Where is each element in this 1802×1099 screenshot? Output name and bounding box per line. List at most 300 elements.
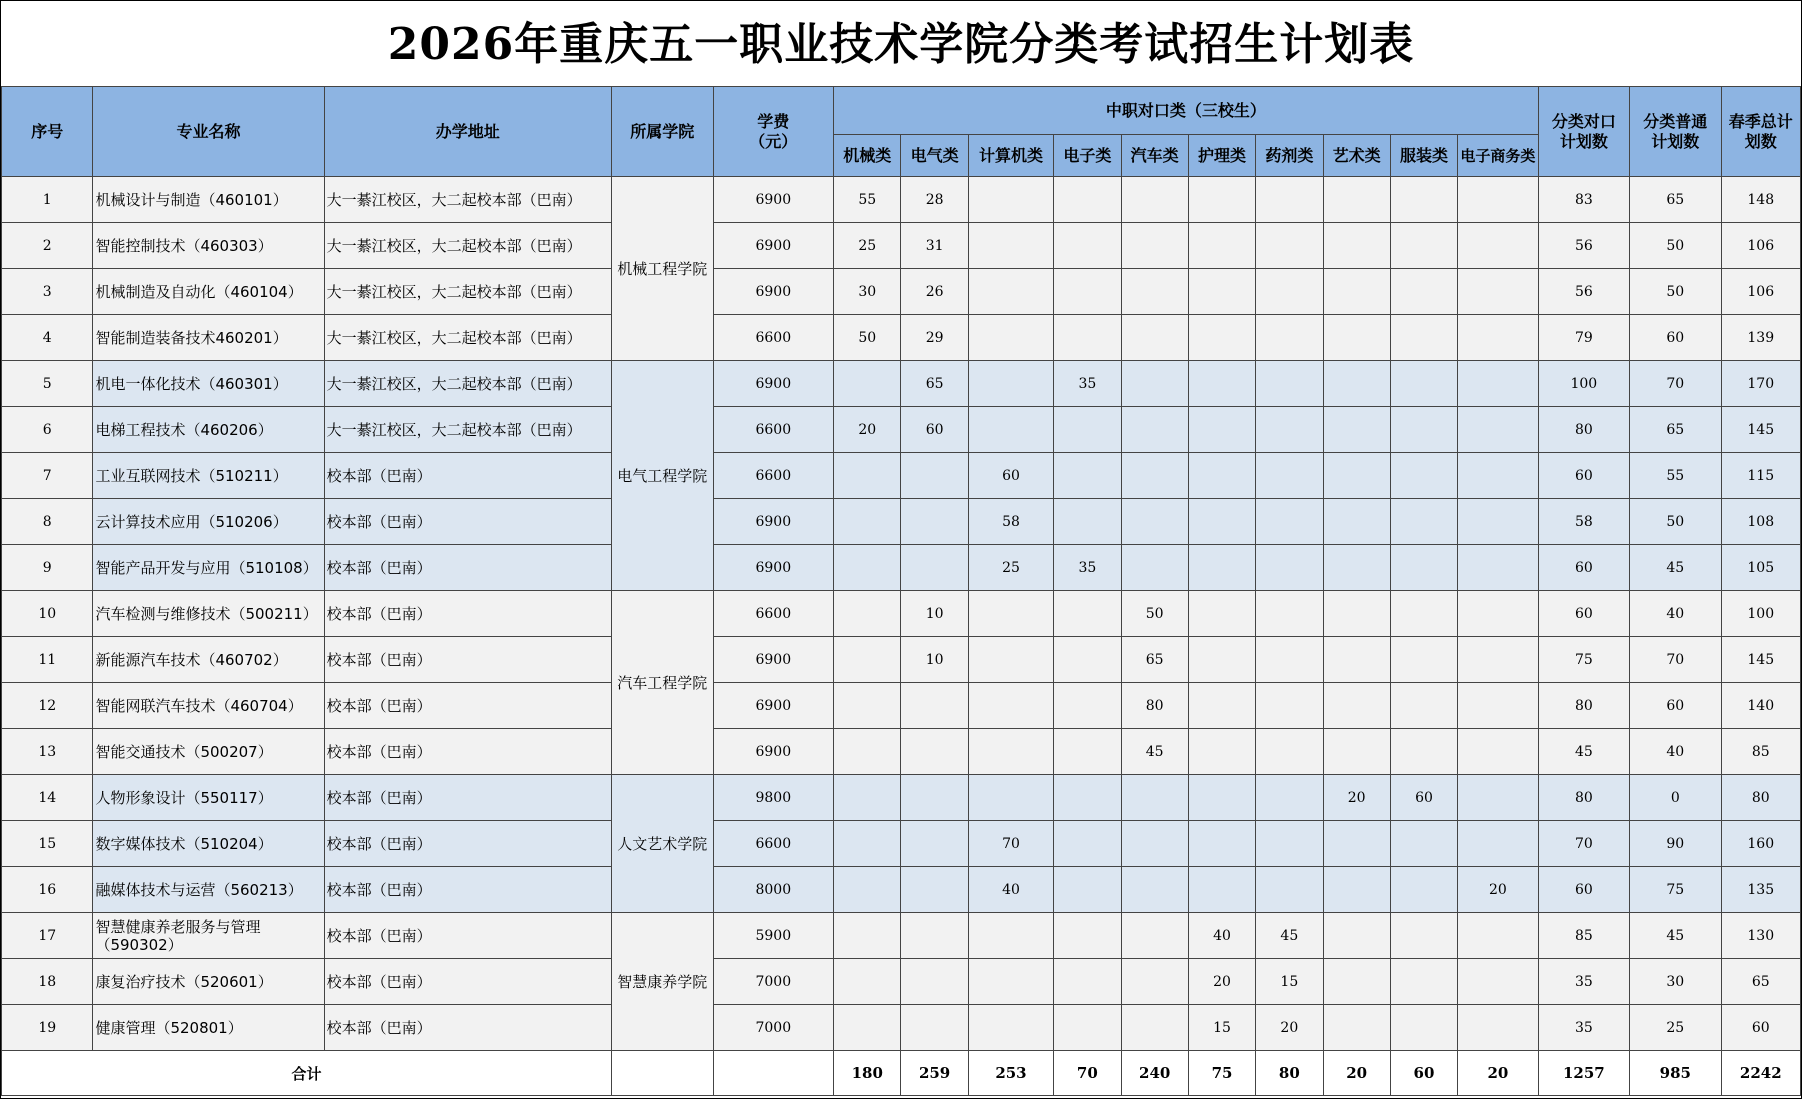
row-duikou-cell: 79 [1538,315,1629,361]
row-sub-count-cell [834,1005,901,1051]
row-fee-cell: 6600 [713,453,834,499]
row-putong-cell: 65 [1630,177,1721,223]
row-sub-count-cell: 10 [901,637,968,683]
row-sub-count-cell [1054,821,1121,867]
header-college: 所属学院 [612,87,714,177]
row-putong-cell: 45 [1630,545,1721,591]
row-sub-count-cell [968,729,1053,775]
table-row [2,959,1801,1005]
row-sub-count-cell [834,545,901,591]
row-fee-cell: 6900 [713,269,834,315]
row-seq-cell: 12 [2,683,93,729]
row-sub-count-cell [1188,729,1255,775]
row-sub-count-cell [1054,591,1121,637]
row-sub-count-cell [901,453,968,499]
table-row [2,545,1801,591]
row-sub-count-cell [968,1005,1053,1051]
row-spring-cell: 145 [1721,637,1800,683]
row-sub-count-cell [1054,637,1121,683]
row-sub-count-cell: 20 [834,407,901,453]
row-sub-count-cell [1323,591,1390,637]
row-spring-cell: 85 [1721,729,1800,775]
row-sub-count-cell [1121,867,1188,913]
row-sub-count-cell [1054,729,1121,775]
row-sub-count-cell [1323,913,1390,959]
row-sub-count-cell [1256,545,1323,591]
college-cell: 机械工程学院 [612,177,714,361]
total-label: 合计 [2,1051,612,1096]
row-sub-count-cell [1256,591,1323,637]
row-duikou-cell: 58 [1538,499,1629,545]
row-duikou-cell: 56 [1538,269,1629,315]
row-address-cell: 大一綦江校区，大二起校本部（巴南） [324,269,611,315]
row-sub-count-cell [1121,223,1188,269]
row-major-cell: 康复治疗技术（520601） [93,959,324,1005]
row-fee-cell: 5900 [713,913,834,959]
row-sub-count-cell [1256,775,1323,821]
college-cell: 汽车工程学院 [612,591,714,775]
total-sub-count-cell: 20 [1323,1051,1390,1096]
row-spring-cell: 130 [1721,913,1800,959]
total-spring-cell: 2242 [1721,1051,1800,1096]
row-sub-count-cell [1458,959,1538,1005]
row-seq-cell: 9 [2,545,93,591]
header-sub-category: 艺术类 [1323,135,1390,177]
row-sub-count-cell [1323,177,1390,223]
row-sub-count-cell [1390,1005,1457,1051]
row-address-cell: 校本部（巴南） [324,1005,611,1051]
row-sub-count-cell: 15 [1188,1005,1255,1051]
row-sub-count-cell [1390,407,1457,453]
row-sub-count-cell [1458,683,1538,729]
row-major-cell: 数字媒体技术（510204） [93,821,324,867]
row-sub-count-cell [834,499,901,545]
row-sub-count-cell: 55 [834,177,901,223]
row-sub-count-cell [1390,959,1457,1005]
row-sub-count-cell: 29 [901,315,968,361]
row-sub-count-cell: 70 [968,821,1053,867]
table-row [2,913,1801,959]
header-vocational-group: 中职对口类（三校生） [834,87,1539,135]
row-seq-cell: 5 [2,361,93,407]
row-putong-cell: 90 [1630,821,1721,867]
header-sub-category: 护理类 [1188,135,1255,177]
row-sub-count-cell: 50 [834,315,901,361]
header-sub-category: 药剂类 [1256,135,1323,177]
header-sub-category: 汽车类 [1121,135,1188,177]
table-row [2,775,1801,821]
row-sub-count-cell [968,683,1053,729]
row-sub-count-cell [1390,499,1457,545]
row-sub-count-cell: 10 [901,591,968,637]
row-address-cell: 校本部（巴南） [324,591,611,637]
row-sub-count-cell [1458,315,1538,361]
row-sub-count-cell [834,959,901,1005]
row-sub-count-cell [968,913,1053,959]
row-sub-count-cell [1188,361,1255,407]
row-major-cell: 工业互联网技术（510211） [93,453,324,499]
row-sub-count-cell [834,361,901,407]
row-sub-count-cell [1323,269,1390,315]
row-major-cell: 智能网联汽车技术（460704） [93,683,324,729]
row-seq-cell: 13 [2,729,93,775]
row-fee-cell: 6900 [713,683,834,729]
row-fee-cell: 6600 [713,315,834,361]
total-sub-count-cell: 75 [1188,1051,1255,1096]
header-putong-total: 分类普通 计划数 [1630,87,1721,177]
table-row [2,269,1801,315]
row-sub-count-cell [834,821,901,867]
row-sub-count-cell [1188,315,1255,361]
row-sub-count-cell [1054,499,1121,545]
row-address-cell: 大一綦江校区，大二起校本部（巴南） [324,361,611,407]
row-sub-count-cell [1323,407,1390,453]
row-sub-count-cell [1054,1005,1121,1051]
row-sub-count-cell [1188,775,1255,821]
row-sub-count-cell [1054,177,1121,223]
total-sub-count-cell: 60 [1390,1051,1457,1096]
row-sub-count-cell [901,867,968,913]
row-putong-cell: 65 [1630,407,1721,453]
row-fee-cell: 6900 [713,361,834,407]
row-sub-count-cell [1390,683,1457,729]
row-spring-cell: 140 [1721,683,1800,729]
row-sub-count-cell [1121,775,1188,821]
row-sub-count-cell [1188,591,1255,637]
row-sub-count-cell [1323,637,1390,683]
row-sub-count-cell [834,453,901,499]
row-sub-count-cell: 45 [1256,913,1323,959]
row-sub-count-cell: 65 [1121,637,1188,683]
row-sub-count-cell [901,729,968,775]
row-sub-count-cell [1323,315,1390,361]
college-cell: 人文艺术学院 [612,775,714,913]
row-spring-cell: 145 [1721,407,1800,453]
row-spring-cell: 139 [1721,315,1800,361]
row-sub-count-cell [1121,177,1188,223]
row-major-cell: 智能产品开发与应用（510108） [93,545,324,591]
row-sub-count-cell [1390,315,1457,361]
row-duikou-cell: 83 [1538,177,1629,223]
row-putong-cell: 70 [1630,361,1721,407]
row-sub-count-cell [901,913,968,959]
row-putong-cell: 60 [1630,683,1721,729]
row-fee-cell: 8000 [713,867,834,913]
row-major-cell: 人物形象设计（550117） [93,775,324,821]
row-sub-count-cell [1390,453,1457,499]
row-sub-count-cell [1256,637,1323,683]
table-row [2,315,1801,361]
row-address-cell: 大一綦江校区，大二起校本部（巴南） [324,177,611,223]
row-duikou-cell: 56 [1538,223,1629,269]
table-row [2,867,1801,913]
row-sub-count-cell: 80 [1121,683,1188,729]
row-sub-count-cell [1323,1005,1390,1051]
row-sub-count-cell [968,223,1053,269]
row-putong-cell: 50 [1630,499,1721,545]
row-sub-count-cell [1323,683,1390,729]
row-fee-cell: 6600 [713,821,834,867]
row-sub-count-cell [968,775,1053,821]
row-seq-cell: 19 [2,1005,93,1051]
row-sub-count-cell [1188,223,1255,269]
table-row [2,1005,1801,1051]
row-sub-count-cell [1458,913,1538,959]
row-sub-count-cell [1390,821,1457,867]
row-sub-count-cell [1458,1005,1538,1051]
row-fee-cell: 6900 [713,223,834,269]
row-sub-count-cell: 20 [1323,775,1390,821]
row-address-cell: 校本部（巴南） [324,775,611,821]
row-spring-cell: 60 [1721,1005,1800,1051]
header-seq: 序号 [2,87,93,177]
row-sub-count-cell [901,775,968,821]
row-address-cell: 大一綦江校区，大二起校本部（巴南） [324,223,611,269]
row-sub-count-cell: 58 [968,499,1053,545]
row-sub-count-cell [1458,775,1538,821]
row-sub-count-cell [1458,499,1538,545]
row-duikou-cell: 60 [1538,591,1629,637]
college-cell: 电气工程学院 [612,361,714,591]
row-duikou-cell: 85 [1538,913,1629,959]
row-sub-count-cell [1390,729,1457,775]
row-sub-count-cell [1054,913,1121,959]
header-sub-category: 电气类 [901,135,968,177]
table-row [2,499,1801,545]
total-sub-count-cell: 70 [1054,1051,1121,1096]
row-sub-count-cell [1256,683,1323,729]
row-duikou-cell: 75 [1538,637,1629,683]
row-sub-count-cell [834,637,901,683]
row-sub-count-cell [968,591,1053,637]
row-major-cell: 智慧健康养老服务与管理（590302） [93,913,324,959]
row-sub-count-cell: 25 [834,223,901,269]
row-spring-cell: 148 [1721,177,1800,223]
row-putong-cell: 75 [1630,867,1721,913]
row-sub-count-cell [1390,269,1457,315]
row-sub-count-cell [901,499,968,545]
row-sub-count-cell [968,361,1053,407]
row-sub-count-cell [1390,361,1457,407]
row-sub-count-cell [901,683,968,729]
row-sub-count-cell [1054,315,1121,361]
row-sub-count-cell [1054,223,1121,269]
row-sub-count-cell [968,315,1053,361]
row-seq-cell: 15 [2,821,93,867]
row-sub-count-cell [1121,821,1188,867]
row-sub-count-cell [1188,867,1255,913]
row-seq-cell: 4 [2,315,93,361]
total-duikou-cell: 1257 [1538,1051,1629,1096]
row-sub-count-cell [968,637,1053,683]
total-sub-count-cell: 180 [834,1051,901,1096]
row-sub-count-cell [1390,867,1457,913]
row-address-cell: 校本部（巴南） [324,453,611,499]
table-body [2,177,1801,1096]
row-spring-cell: 65 [1721,959,1800,1005]
row-sub-count-cell [1458,545,1538,591]
row-address-cell: 校本部（巴南） [324,959,611,1005]
row-fee-cell: 9800 [713,775,834,821]
row-sub-count-cell [1121,269,1188,315]
row-putong-cell: 50 [1630,269,1721,315]
total-empty-cell [713,1051,834,1096]
row-sub-count-cell: 45 [1121,729,1188,775]
row-sub-count-cell [1458,453,1538,499]
total-sub-count-cell: 240 [1121,1051,1188,1096]
row-spring-cell: 105 [1721,545,1800,591]
row-spring-cell: 100 [1721,591,1800,637]
row-duikou-cell: 60 [1538,545,1629,591]
row-sub-count-cell [1256,177,1323,223]
row-sub-count-cell [834,683,901,729]
row-sub-count-cell [901,545,968,591]
row-sub-count-cell [1188,637,1255,683]
row-seq-cell: 10 [2,591,93,637]
row-sub-count-cell [834,867,901,913]
row-sub-count-cell [1390,637,1457,683]
row-fee-cell: 6900 [713,729,834,775]
table-row [2,821,1801,867]
total-empty-cell [612,1051,714,1096]
row-address-cell: 校本部（巴南） [324,913,611,959]
row-sub-count-cell [1188,453,1255,499]
row-address-cell: 校本部（巴南） [324,683,611,729]
row-major-cell: 智能控制技术（460303） [93,223,324,269]
row-duikou-cell: 100 [1538,361,1629,407]
row-sub-count-cell [1458,591,1538,637]
row-seq-cell: 7 [2,453,93,499]
row-major-cell: 智能交通技术（500207） [93,729,324,775]
row-spring-cell: 170 [1721,361,1800,407]
row-sub-count-cell [1188,499,1255,545]
row-sub-count-cell: 28 [901,177,968,223]
row-sub-count-cell [1390,545,1457,591]
row-seq-cell: 17 [2,913,93,959]
row-major-cell: 电梯工程技术（460206） [93,407,324,453]
row-sub-count-cell [1121,315,1188,361]
row-sub-count-cell [1390,223,1457,269]
row-putong-cell: 30 [1630,959,1721,1005]
admission-plan-table [1,86,1801,1096]
row-spring-cell: 108 [1721,499,1800,545]
row-sub-count-cell [901,959,968,1005]
table-row [2,223,1801,269]
row-putong-cell: 70 [1630,637,1721,683]
header-sub-category: 服装类 [1390,135,1457,177]
row-major-cell: 汽车检测与维修技术（500211） [93,591,324,637]
row-sub-count-cell: 31 [901,223,968,269]
row-sub-count-cell [1121,959,1188,1005]
row-sub-count-cell: 20 [1458,867,1538,913]
row-putong-cell: 25 [1630,1005,1721,1051]
header-sub-category: 电子商务类 [1458,135,1538,177]
row-sub-count-cell [968,407,1053,453]
row-major-cell: 云计算技术应用（510206） [93,499,324,545]
row-sub-count-cell: 20 [1188,959,1255,1005]
header-spring-total: 春季总计 划数 [1721,87,1800,177]
row-sub-count-cell [1323,867,1390,913]
row-sub-count-cell [834,913,901,959]
row-sub-count-cell: 15 [1256,959,1323,1005]
total-putong-cell: 985 [1630,1051,1721,1096]
row-sub-count-cell: 60 [1390,775,1457,821]
row-fee-cell: 6900 [713,545,834,591]
row-sub-count-cell [1323,499,1390,545]
row-fee-cell: 7000 [713,1005,834,1051]
row-major-cell: 机械制造及自动化（460104） [93,269,324,315]
row-address-cell: 大一綦江校区，大二起校本部（巴南） [324,407,611,453]
page-title: 2026年重庆五一职业技术学院分类考试招生计划表 [387,19,1415,70]
row-sub-count-cell [1188,683,1255,729]
row-sub-count-cell: 30 [834,269,901,315]
row-sub-count-cell [1121,499,1188,545]
row-spring-cell: 135 [1721,867,1800,913]
row-putong-cell: 60 [1630,315,1721,361]
row-seq-cell: 2 [2,223,93,269]
header-sub-category: 机械类 [834,135,901,177]
header-fee: 学费 （元） [713,87,834,177]
row-sub-count-cell [1121,361,1188,407]
row-sub-count-cell [1390,177,1457,223]
row-sub-count-cell [1054,407,1121,453]
row-sub-count-cell: 50 [1121,591,1188,637]
table-row [2,637,1801,683]
row-fee-cell: 6600 [713,407,834,453]
row-sub-count-cell [1121,407,1188,453]
row-sub-count-cell [1256,729,1323,775]
row-putong-cell: 55 [1630,453,1721,499]
header-sub-category: 电子类 [1054,135,1121,177]
row-sub-count-cell [1323,729,1390,775]
header-major: 专业名称 [93,87,324,177]
row-seq-cell: 8 [2,499,93,545]
row-sub-count-cell [968,959,1053,1005]
row-duikou-cell: 80 [1538,775,1629,821]
row-sub-count-cell: 40 [968,867,1053,913]
header-sub-category: 计算机类 [968,135,1053,177]
row-sub-count-cell [901,1005,968,1051]
row-duikou-cell: 60 [1538,453,1629,499]
row-sub-count-cell [1054,453,1121,499]
table-row [2,729,1801,775]
row-seq-cell: 18 [2,959,93,1005]
row-sub-count-cell [1256,867,1323,913]
total-sub-count-cell: 80 [1256,1051,1323,1096]
row-address-cell: 校本部（巴南） [324,821,611,867]
row-sub-count-cell: 25 [968,545,1053,591]
college-cell: 智慧康养学院 [612,913,714,1051]
row-sub-count-cell [1256,223,1323,269]
table-header [2,87,1801,177]
row-fee-cell: 6900 [713,177,834,223]
row-sub-count-cell [1323,361,1390,407]
header-duikou-total: 分类对口 计划数 [1538,87,1629,177]
table-row [2,591,1801,637]
row-sub-count-cell [1323,453,1390,499]
row-sub-count-cell [1323,223,1390,269]
row-sub-count-cell [1458,177,1538,223]
row-sub-count-cell [1188,407,1255,453]
row-sub-count-cell [1054,959,1121,1005]
row-putong-cell: 40 [1630,729,1721,775]
row-sub-count-cell [834,591,901,637]
row-sub-count-cell: 60 [968,453,1053,499]
row-seq-cell: 6 [2,407,93,453]
row-duikou-cell: 80 [1538,407,1629,453]
row-sub-count-cell [1458,821,1538,867]
row-sub-count-cell: 60 [901,407,968,453]
